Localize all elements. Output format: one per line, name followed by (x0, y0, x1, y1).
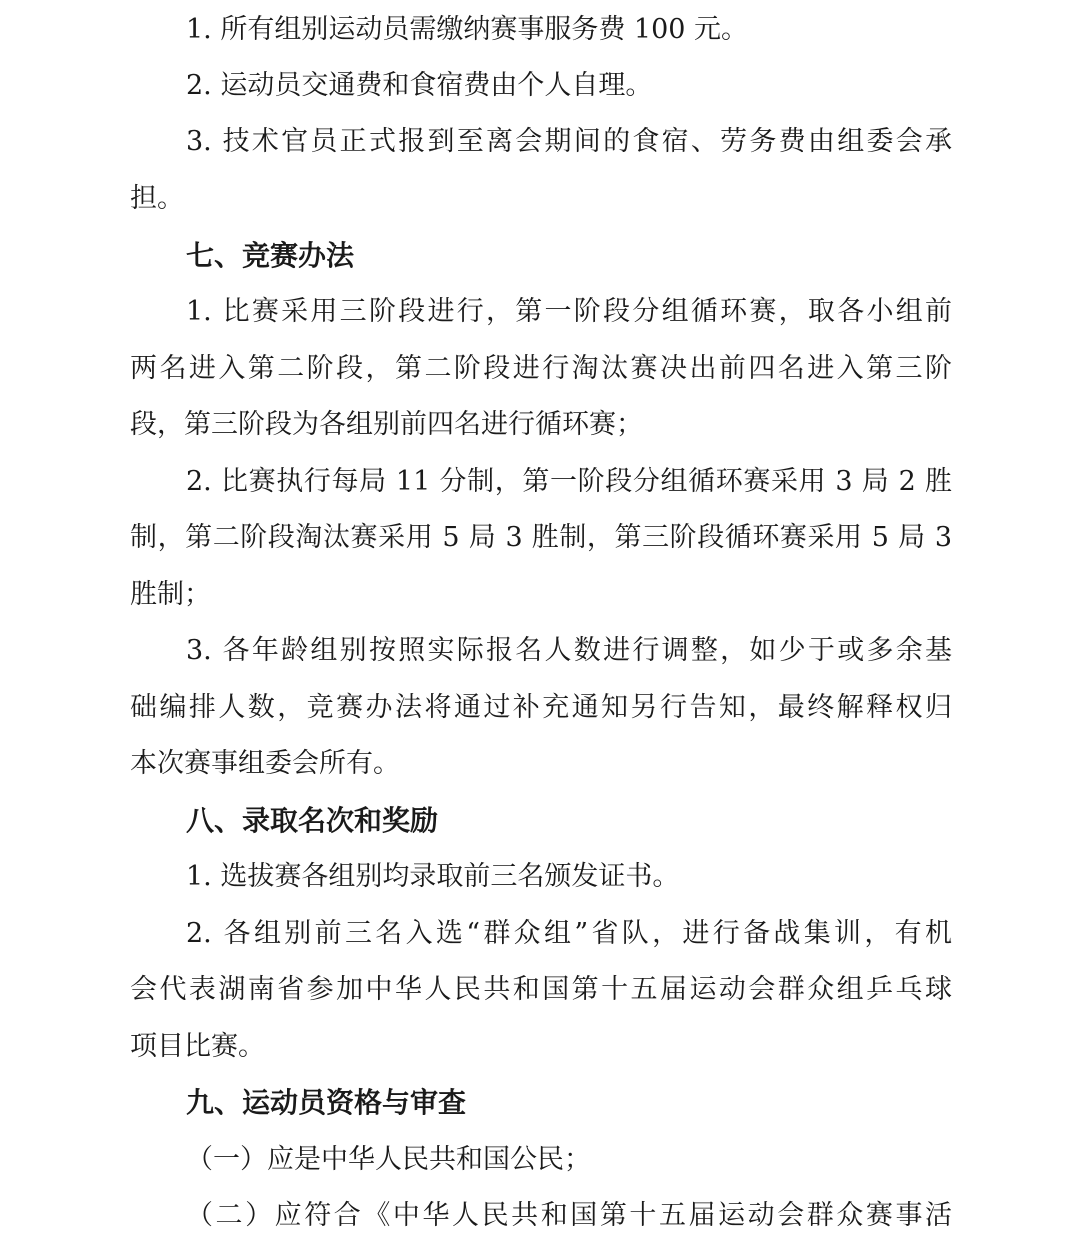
section-heading-8: 八、录取名次和奖励 (186, 804, 439, 837)
paragraph-line: 1. 所有组别运动员需缴纳赛事服务费 100 元。 (186, 14, 749, 45)
paragraph-line: 段，第三阶段为各组别前四名进行循环赛； (130, 409, 643, 440)
paragraph-line: 会代表湖南省参加中华人民共和国第十五届运动会群众组乒乓球 (130, 974, 952, 1005)
paragraph-line: （二）应符合《中华人民共和国第十五届运动会群众赛事活 (186, 1200, 952, 1231)
paragraph-line: 2. 运动员交通费和食宿费由个人自理。 (186, 70, 653, 101)
paragraph-line: 担。 (130, 183, 184, 214)
paragraph-line: 3. 各年龄组别按照实际报名人数进行调整，如少于或多余基 (186, 635, 952, 666)
paragraph-line: 本次赛事组委会所有。 (130, 748, 400, 779)
paragraph-line: 制，第二阶段淘汰赛采用 5 局 3 胜制，第三阶段循环赛采用 5 局 3 (130, 522, 952, 553)
paragraph-line: 两名进入第二阶段，第二阶段进行淘汰赛决出前四名进入第三阶 (130, 353, 952, 384)
paragraph-line: 2. 比赛执行每局 11 分制，第一阶段分组循环赛采用 3 局 2 胜 (186, 466, 952, 497)
paragraph-line: （一）应是中华人民共和国公民； (186, 1144, 591, 1175)
section-heading-7: 七、竞赛办法 (186, 239, 355, 272)
paragraph-line: 项目比赛。 (130, 1031, 265, 1062)
section-heading-9: 九、运动员资格与审查 (186, 1086, 467, 1119)
paragraph-line: 胜制； (130, 579, 211, 610)
paragraph-line: 2. 各组别前三名入选“群众组”省队，进行备战集训，有机 (186, 918, 952, 949)
paragraph-line: 础编排人数，竞赛办法将通过补充通知另行告知，最终解释权归 (130, 692, 952, 723)
paragraph-line: 3. 技术官员正式报到至离会期间的食宿、劳务费由组委会承 (186, 126, 952, 157)
paragraph-line: 1. 比赛采用三阶段进行，第一阶段分组循环赛，取各小组前 (186, 296, 952, 327)
paragraph-line: 1. 选拔赛各组别均录取前三名颁发证书。 (186, 861, 680, 892)
